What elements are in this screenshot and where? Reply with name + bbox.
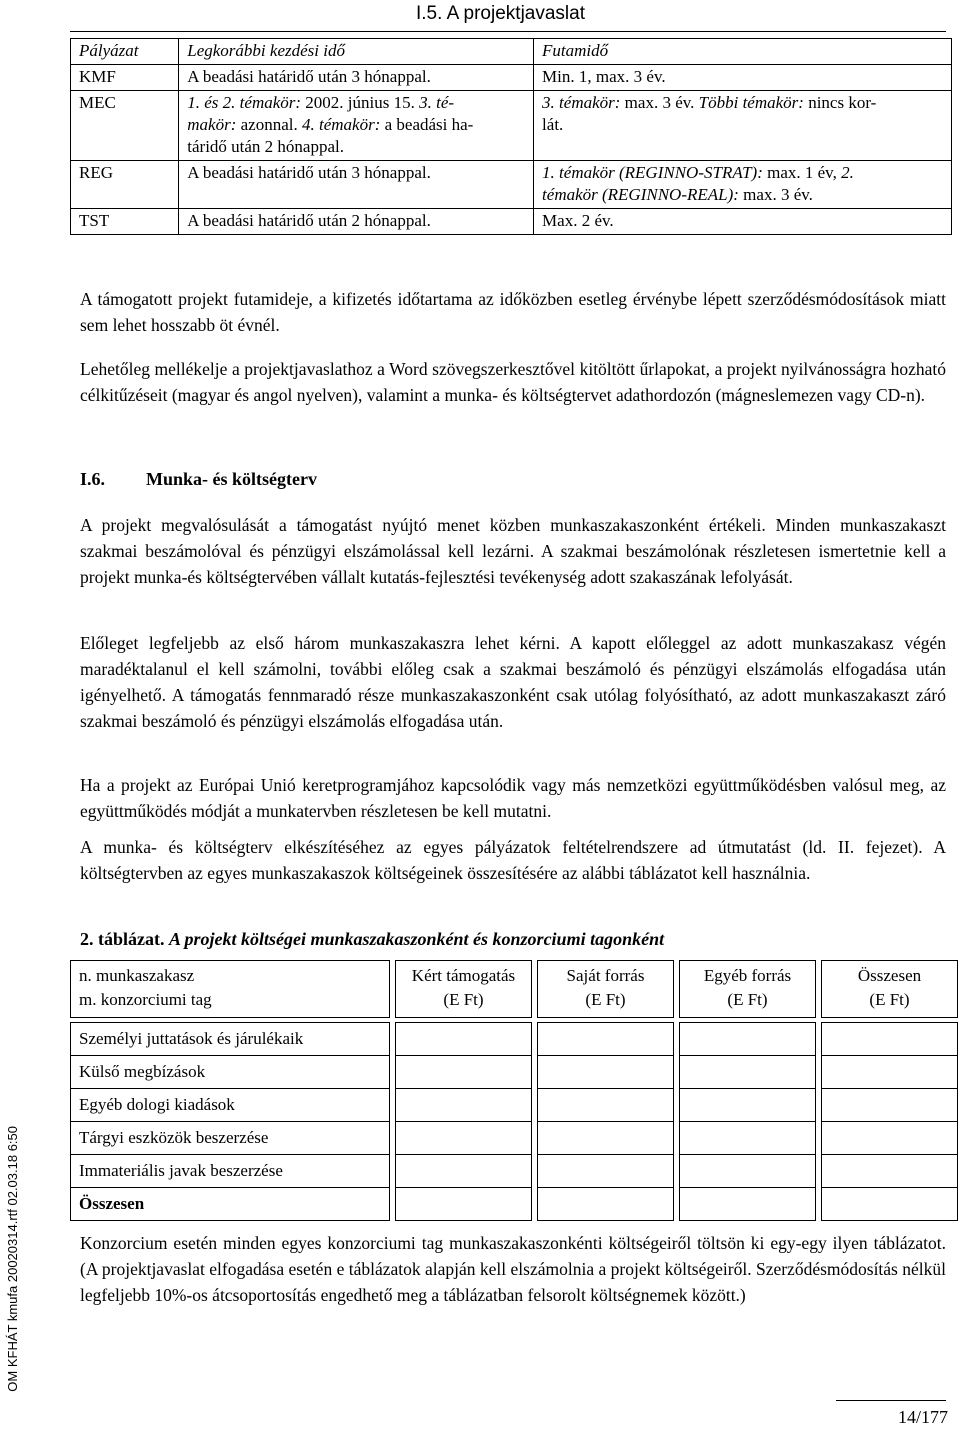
page-header-title: I.5. A projektjavaslat [416,3,585,24]
funding-schedule-table [70,38,952,235]
footer-rule [836,1400,946,1401]
text-span: a beadási ha- [380,115,474,134]
paragraph: Előleget legfeljebb az első három munkaszakaszra lehet kérni. A kapott előleggel az adott munkaszakasz végén maradéktalanul el kell számolni, további előleg csak a szakmai beszámoló és pénzügyi elszámolás elfogadása után igényelhető. A támogatás fennmaradó része munkaszakaszonként csak utólag folyósítható, az adott munkaszakaszt záró szakmai beszámoló és pénzügyi elszámolás elfogadása után. [80,633,946,731]
text-span: max. 1 év, [762,163,842,182]
text-span: lát. [542,115,564,134]
table-row [71,1056,958,1089]
header-line: Kért támogatás [411,966,516,985]
table-row [71,161,952,209]
caption-text: A projekt költségei munkaszakaszonként és konzorciumi tagonként [169,929,665,949]
table-cell [680,1056,816,1089]
table-header-cell: Futamidő [534,39,952,65]
table-cell [822,1122,958,1155]
table-cell: A beadási határidő után 3 hónappal. [179,65,534,91]
table-cell: TST [71,209,179,235]
paragraph: Konzorcium esetén minden egyes konzorciumi tag munkaszakaszonkénti költségeiről töltsön ki egy-egy ilyen táblázatot. (A projektjavaslat elfogadása esetén e táblázatok alapján kell elszámolnia a projekt költségeiről. Szerződésmódosítás nélkül legfeljebb 10%-os átcsoportosítás engedhető meg a táblázatban felsorolt költségnemek között.) [80,1233,946,1305]
header-unit: (E Ft) [443,990,484,1009]
table-cell [396,1089,532,1122]
paragraph: A projekt megvalósulását a támogatást nyújtó menet közben munkaszakaszonként értékeli. Minden munkaszakaszt szakmai beszámolóval és pénzügyi elszámolással kell lezárni. A szakmai beszámolónak részletesen ismertetnie kell a projekt munka-és költségtervében vállalt kutatás-fejlesztési tevékenység adott szakaszának lefolyását. [80,515,946,587]
table-cell [179,91,534,161]
table-row [71,39,952,65]
text-span: nincs kor- [803,93,877,112]
table-cell [396,1122,532,1155]
table-row [71,65,952,91]
table-cell [680,1188,816,1221]
table-cell [822,1089,958,1122]
text-span: 1. és 2. témakör: [187,93,302,112]
side-margin-text: OM KFHÁT kmufa 20020314.rtf 02.03.18 6:50 [5,1126,20,1392]
text-span: táridő után 2 hónappal. [187,137,345,156]
text-span: 2002. június 15. [301,93,420,112]
table-cell [538,1056,674,1089]
table-row [71,1089,958,1122]
row-label: Egyéb dologi kiadások [71,1089,390,1122]
text-span: max. 3 év. [738,185,813,204]
text-span: 2. [841,163,854,182]
table-header-cell: Pályázat [71,39,179,65]
table-header-cell: Legkorábbi kezdési idő [179,39,534,65]
table-row [71,1155,958,1188]
corner-line: n. munkaszakasz [79,966,195,985]
page-number: 14/177 [897,1407,948,1427]
section-heading [80,466,317,492]
table-cell [822,1188,958,1221]
table-cell [534,91,952,161]
table-row [71,1188,958,1221]
column-header [680,961,816,1018]
text-span: 4. témakör: [301,115,381,134]
table-cell [680,1089,816,1122]
header-unit: (E Ft) [727,990,768,1009]
text-span: témakör (REGINNO-REAL): [542,185,739,204]
column-header [538,961,674,1018]
table-cell: A beadási határidő után 3 hónappal. [179,161,534,209]
text-span: makör: [187,115,237,134]
table-row [71,961,958,1018]
table-cell: KMF [71,65,179,91]
paragraph: A munka- és költségterv elkészítéséhez az egyes pályázatok feltételrendszere ad útmutatást (ld. II. fejezet). A költségtervben az egyes munkaszakaszok költségeinek összesítésére az alábbi táblázatot kell használnia. [80,837,946,883]
section-number: I.6. [80,469,106,489]
section-title: Munka- és költségterv [146,469,317,489]
table-row [71,91,952,161]
table-cell: REG [71,161,179,209]
table-cell [538,1023,674,1056]
table-cell: A beadási határidő után 2 hónappal. [179,209,534,235]
header-line: Egyéb forrás [703,966,792,985]
row-label: Immateriális javak beszerzése [71,1155,390,1188]
paragraph: A támogatott projekt futamideje, a kifizetés időtartama az időközben esetleg érvénybe lépett szerződésmódosítások miatt sem lehet hosszabb öt évnél. [80,289,946,335]
table-cell [534,161,952,209]
table-cell [680,1023,816,1056]
text-span: azonnal. [236,115,302,134]
table-cell [822,1155,958,1188]
header-unit: (E Ft) [585,990,626,1009]
caption-label: 2. táblázat. [80,929,165,949]
table-cell: Max. 2 év. [534,209,952,235]
corner-cell [71,961,390,1018]
paragraph: Ha a projekt az Európai Unió keretprogramjához kapcsolódik vagy más nemzetközi együttműködésben valósul meg, az együttműködés módját a munkatervben részletesen be kell mutatni. [80,775,946,821]
table-row [71,1122,958,1155]
table-cell [396,1188,532,1221]
table-row [71,1023,958,1056]
table-cell [396,1155,532,1188]
header-line: Saját forrás [566,966,645,985]
table-cell: Min. 1, max. 3 év. [534,65,952,91]
text-span: 3. té- [419,93,455,112]
column-header [396,961,532,1018]
header-line: Összesen [857,966,922,985]
table-cell: MEC [71,91,179,161]
row-label: Személyi juttatások és járulékaik [71,1023,390,1056]
column-header [822,961,958,1018]
corner-line: m. konzorciumi tag [79,990,212,1009]
table-cell [538,1188,674,1221]
row-label: Tárgyi eszközök beszerzése [71,1122,390,1155]
text-span: 3. témakör: [542,93,621,112]
table-cell [822,1056,958,1089]
row-label: Külső megbízások [71,1056,390,1089]
paragraph: Lehetőleg mellékelje a projektjavaslathoz a Word szövegszerkesztővel kitöltött űrlapokat, a projekt nyilvánosságra hozható célkitűzéseit (magyar és angol nyelven), valamint a munka- és költségtervet adathordozón (mágneslemezen vagy CD-n). [80,359,946,405]
table-cell [538,1155,674,1188]
total-row-label: Összesen [71,1188,390,1221]
table-cell [680,1122,816,1155]
text-span: max. 3 év. [620,93,699,112]
table-cell [538,1122,674,1155]
text-span: 1. témakör (REGINNO-STRAT): [542,163,763,182]
cost-table [70,960,958,1221]
table-row [71,209,952,235]
table-caption [80,926,664,952]
header-rule [70,31,946,32]
table-cell [396,1056,532,1089]
text-span: Többi témakör: [698,93,804,112]
table-cell [538,1089,674,1122]
table-cell [680,1155,816,1188]
header-unit: (E Ft) [869,990,910,1009]
table-cell [396,1023,532,1056]
table-cell [822,1023,958,1056]
